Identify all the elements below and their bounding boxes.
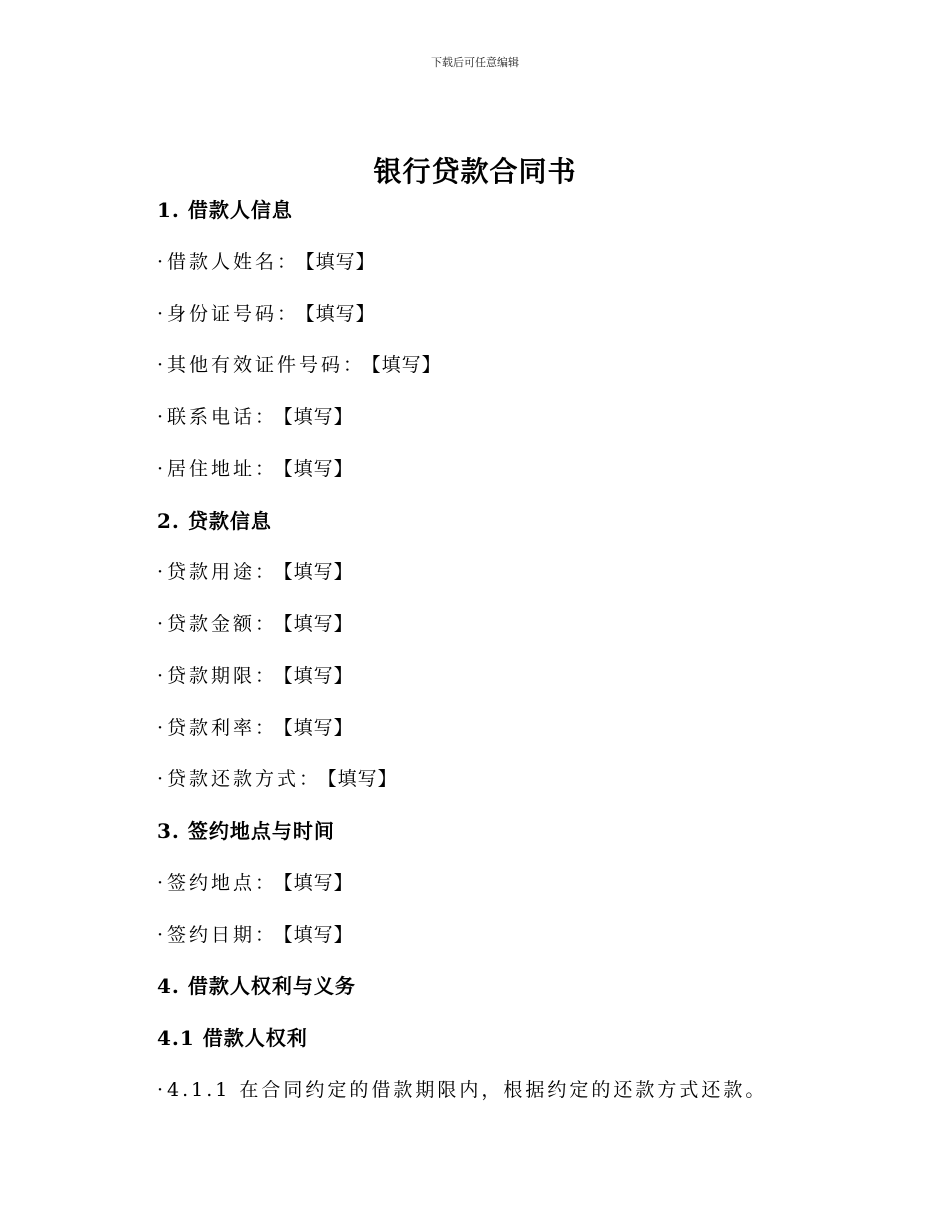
bullet-dot: · xyxy=(157,871,164,894)
clause-text: 4.1.1 在合同约定的借款期限内，根据约定的还款方式还款。 xyxy=(167,1078,768,1101)
fill-in-placeholder: 【填写】 xyxy=(283,613,354,635)
field-label: 其他有效证件号码： xyxy=(167,354,366,377)
field-label: 居住地址： xyxy=(167,457,278,480)
fill-in-placeholder: 【填写】 xyxy=(283,457,354,480)
field-address xyxy=(157,455,837,507)
section-heading-signing xyxy=(157,817,837,869)
field-loan-term xyxy=(157,662,837,714)
field-label: 贷款利率： xyxy=(167,716,278,739)
clause-4-1-1 xyxy=(157,1076,837,1128)
field-label: 贷款金额： xyxy=(167,613,278,635)
field-label: 贷款还款方式： xyxy=(167,768,322,791)
document-title: 银行贷款合同书 xyxy=(373,155,577,188)
field-label: 签约地点： xyxy=(167,871,278,894)
field-signing-place xyxy=(157,869,837,921)
bullet-dot: · xyxy=(157,664,164,687)
field-label: 贷款用途： xyxy=(167,561,278,584)
page-header-note: 下载后可任意编辑 xyxy=(431,56,519,69)
bullet-dot: · xyxy=(157,768,164,791)
field-loan-amount xyxy=(157,610,837,662)
section-heading-text: 1. 借款人信息 xyxy=(157,198,293,222)
bullet-dot: · xyxy=(157,1078,164,1101)
field-borrower-name xyxy=(157,248,837,300)
field-other-id-number xyxy=(157,351,837,403)
bullet-dot: · xyxy=(157,923,164,946)
fill-in-placeholder: 【填写】 xyxy=(283,716,354,739)
field-loan-rate xyxy=(157,714,837,766)
bullet-dot: · xyxy=(157,457,164,480)
bullet-dot: · xyxy=(157,406,164,428)
section-heading-text: 3. 签约地点与时间 xyxy=(157,819,335,843)
document-body xyxy=(157,196,837,1128)
section-heading-rights-obligations xyxy=(157,972,837,1024)
section-heading-text: 4. 借款人权利与义务 xyxy=(157,974,356,999)
field-label: 身份证号码： xyxy=(167,302,300,325)
field-repayment-method xyxy=(157,765,837,817)
section-heading-text: 4.1 借款人权利 xyxy=(157,1026,308,1050)
field-label: 签约日期： xyxy=(167,923,278,946)
fill-in-placeholder: 【填写】 xyxy=(283,664,354,687)
bullet-dot: · xyxy=(157,561,164,584)
bullet-dot: · xyxy=(157,250,164,273)
bullet-dot: · xyxy=(157,716,164,739)
field-loan-purpose xyxy=(157,558,837,610)
fill-in-placeholder: 【填写】 xyxy=(305,302,376,325)
fill-in-placeholder: 【填写】 xyxy=(283,923,354,946)
field-signing-date xyxy=(157,921,837,973)
bullet-dot: · xyxy=(157,354,164,377)
bullet-dot: · xyxy=(157,613,164,635)
subsection-heading-borrower-rights xyxy=(157,1024,837,1076)
field-phone xyxy=(157,403,837,455)
section-heading-text: 2. 贷款信息 xyxy=(157,508,272,533)
fill-in-placeholder: 【填写】 xyxy=(305,250,376,273)
fill-in-placeholder: 【填写】 xyxy=(283,406,354,428)
fill-in-placeholder: 【填写】 xyxy=(371,354,442,377)
field-label: 联系电话： xyxy=(167,406,278,428)
section-heading-borrower-info xyxy=(157,196,837,248)
fill-in-placeholder: 【填写】 xyxy=(327,768,398,791)
field-label: 借款人姓名： xyxy=(167,250,300,273)
fill-in-placeholder: 【填写】 xyxy=(283,561,354,584)
fill-in-placeholder: 【填写】 xyxy=(283,871,354,894)
field-id-number xyxy=(157,300,837,352)
bullet-dot: · xyxy=(157,302,164,325)
field-label: 贷款期限： xyxy=(167,664,278,687)
section-heading-loan-info xyxy=(157,507,837,559)
